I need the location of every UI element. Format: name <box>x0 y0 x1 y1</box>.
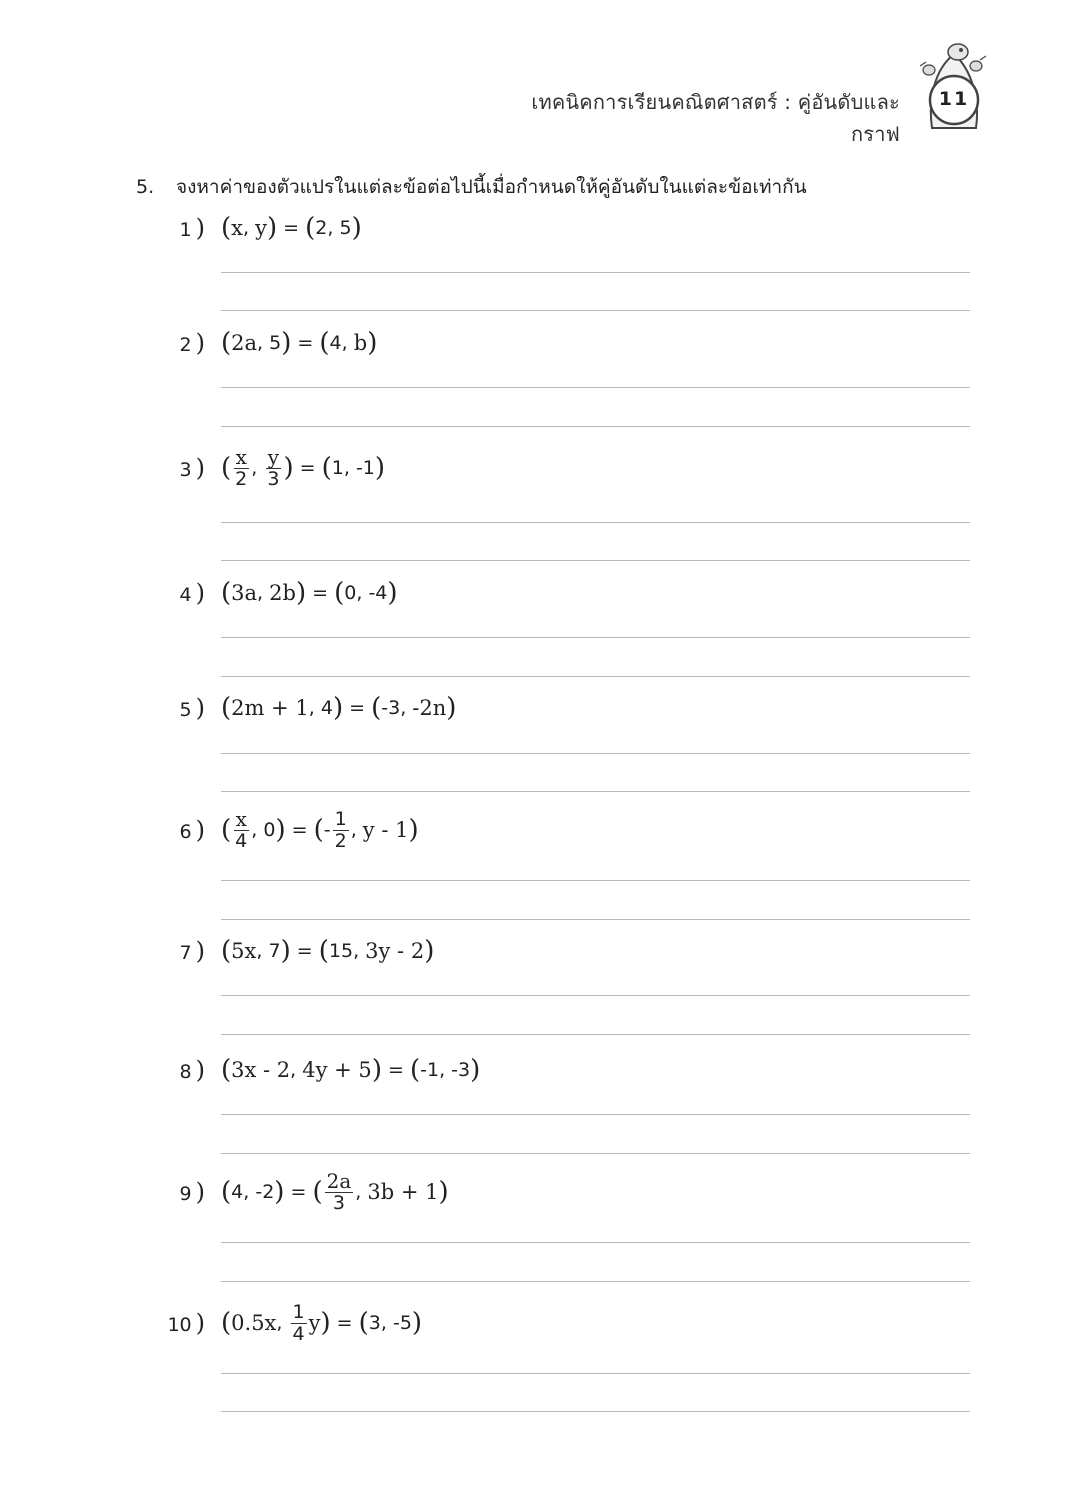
item-number: 1 ) <box>179 214 205 242</box>
answer-line <box>221 1114 970 1115</box>
answer-line <box>221 1153 970 1154</box>
equation: ( 2m + 1 , 4 ) = ( -3 , -2n ) <box>221 693 457 723</box>
item-number: 7 ) <box>179 937 205 965</box>
equation: ( 4 , -2 ) = ( $\frac{2a}{3}$ , 3b + 1 ) <box>221 1168 449 1214</box>
answer-line <box>221 676 970 677</box>
equation: ( 5x , 7 ) = ( 15 , 3y - 2 ) <box>221 936 435 966</box>
equation: ( 3x - 2 , 4y + 5 ) = ( -1 , -3 ) <box>221 1055 481 1085</box>
fraction: $\frac{1}{4}$ <box>292 1300 305 1345</box>
answer-line <box>221 1242 970 1243</box>
item-number: 9 ) <box>179 1178 205 1206</box>
fraction: $\frac{2a}{3}$ <box>326 1168 352 1214</box>
question-instruction <box>136 172 807 202</box>
answer-line <box>221 753 970 754</box>
equation: ( x , y ) = ( 2 , 5 ) <box>221 213 362 243</box>
fraction: $\frac{1}{2}$ <box>334 807 347 852</box>
answer-line <box>221 1281 970 1282</box>
fraction: $\frac{x}{4}$ <box>235 806 248 852</box>
exercise-item-9 <box>150 1168 449 1214</box>
exercise-item-3 <box>150 444 386 490</box>
item-number: 8 ) <box>179 1056 205 1084</box>
equation: ( $\frac{x}{2}$ , $\frac{y}{3}$ ) = ( 1 , -1 ) <box>221 444 386 490</box>
answer-line <box>221 995 970 996</box>
instruction-text: จงหาค่าของตัวแปรในแต่ละข้อต่อไปนี้เมื่อกำหนดให้คู่อันดับในแต่ละข้อเท่ากัน <box>176 176 807 198</box>
equation: ( 3a , 2b ) = ( 0 , -4 ) <box>221 578 398 608</box>
item-number: 3 ) <box>179 454 205 482</box>
exercise-item-5 <box>150 688 456 728</box>
answer-line <box>221 1373 970 1374</box>
answer-line <box>221 1411 970 1412</box>
running-header-title: เทคนิคการเรียนคณิตศาสตร์ : คู่อันดับและกราฟ <box>531 90 900 146</box>
answer-line <box>221 272 970 273</box>
exercise-item-6 <box>150 806 419 852</box>
exercise-item-10 <box>150 1300 423 1345</box>
fraction: $\frac{y}{3}$ <box>267 444 280 490</box>
answer-line <box>221 310 970 311</box>
item-number: 10 ) <box>167 1309 205 1337</box>
page-number: 11 <box>938 88 970 110</box>
answer-line <box>221 1034 970 1035</box>
item-number: 4 ) <box>179 579 205 607</box>
exercise-item-4 <box>150 573 398 613</box>
answer-line <box>221 560 970 561</box>
equation: ( $\frac{x}{4}$ , 0 ) = ( - $\frac{1}{2}$ , y - 1 ) <box>221 806 419 852</box>
item-number: 5 ) <box>179 694 205 722</box>
answer-line <box>221 522 970 523</box>
answer-line <box>221 791 970 792</box>
exercise-item-2 <box>150 323 377 363</box>
exercise-item-7 <box>150 931 434 971</box>
answer-line <box>221 426 970 427</box>
answer-line <box>221 880 970 881</box>
item-number: 2 ) <box>179 329 205 357</box>
exercise-item-8 <box>150 1050 480 1090</box>
answer-line <box>221 637 970 638</box>
exercise-item-1 <box>150 208 362 248</box>
equation: ( 0.5x , $\frac{1}{4}$ y ) = ( 3 , -5 ) <box>221 1300 423 1345</box>
item-number: 6 ) <box>179 816 205 844</box>
answer-line <box>221 919 970 920</box>
answer-line <box>221 387 970 388</box>
equation: ( 2a , 5 ) = ( 4 , b ) <box>221 328 378 358</box>
fraction: $\frac{x}{2}$ <box>235 444 248 490</box>
question-number: 5. <box>136 176 155 198</box>
